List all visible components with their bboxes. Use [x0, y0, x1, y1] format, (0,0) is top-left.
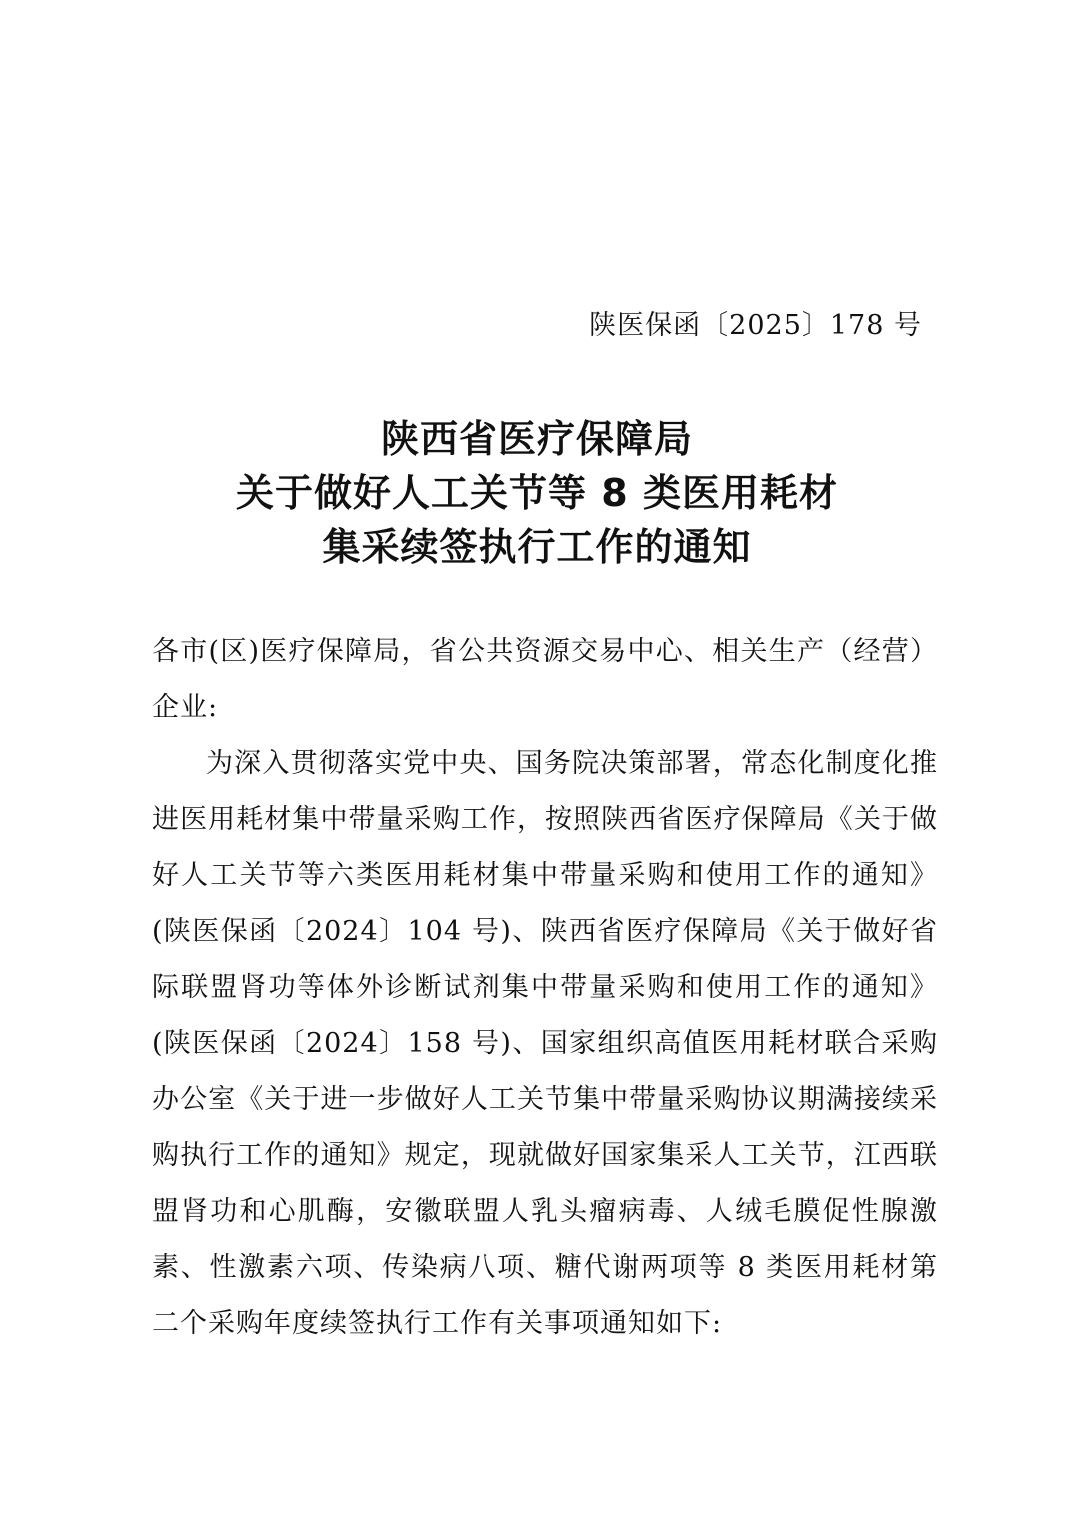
title-line-3: 集采续签执行工作的通知: [322, 525, 752, 569]
addressee: 各市(区)医疗保障局，省公共资源交易中心、相关生产（经营）企业:: [152, 636, 938, 723]
body-paragraph: 为深入贯彻落实党中央、国务院决策部署，常态化制度化推进医用耗材集中带量采购工作，按照陕西省医疗保障局《关于做好人工关节等六类医用耗材集中带量采购和使用工作的通知》(陕医保函〔2024〕104 号)、陕西省医疗保障局《关于做好省际联盟肾功等体外诊断试剂集中带量采购和使用工作的通知》(陕医保函〔2024〕158 号)、国家组织高值医用耗材联合采购办公室《关于进一步做好人工关节集中带量采购协议期满接续采购执行工作的通知》规定，现就做好国家集采人工关节，江西联盟肾功和心肌酶，安徽联盟人乳头瘤病毒、人绒毛膜促性腺激素、性激素六项、传染病八项、糖代谢两项等 8 类医用耗材第二个采购年度续签执行工作有关事项通知如下:: [152, 748, 938, 1339]
document-number: 陕医保函〔2025〕178 号: [589, 310, 922, 341]
title-line-2: 关于做好人工关节等 8 类医用耗材: [236, 471, 838, 515]
title-line-1: 陕西省医疗保障局: [380, 417, 693, 461]
document-title: [0, 412, 1074, 574]
